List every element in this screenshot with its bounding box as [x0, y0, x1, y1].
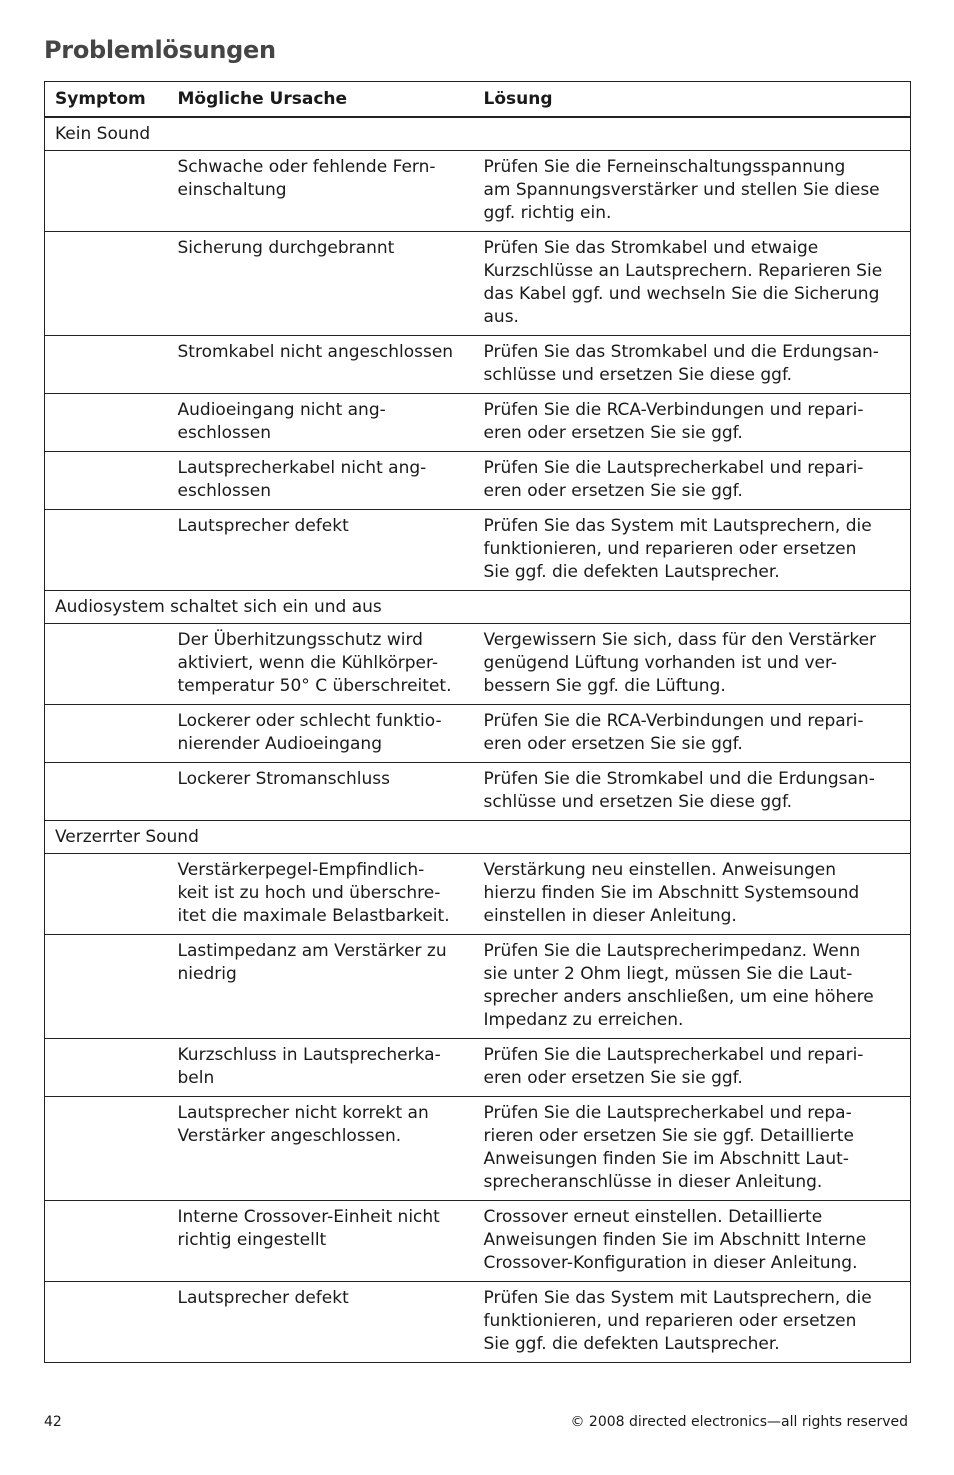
table-body	[45, 117, 911, 1363]
table-row	[45, 151, 911, 232]
solution-cell: Vergewissern Sie sich, dass für den Verstärker genügend Lüftung vorhanden ist und ver- bessern Sie ggf. die Lüftung.	[474, 624, 911, 705]
table-row	[45, 1039, 911, 1097]
table-row	[45, 232, 911, 336]
table-row	[45, 1097, 911, 1201]
empty-symptom-cell	[45, 452, 168, 510]
empty-symptom-cell	[45, 624, 168, 705]
symptom-row	[45, 821, 911, 854]
empty-symptom-cell	[45, 935, 168, 1039]
cause-cell: Lautsprecher nicht korrekt an Verstärker angeschlossen.	[168, 1097, 474, 1201]
solution-cell: Prüfen Sie die Lautsprecherkabel und repari- eren oder ersetzen Sie sie ggf.	[474, 1039, 911, 1097]
empty-symptom-cell	[45, 232, 168, 336]
table-row	[45, 452, 911, 510]
table-header-row	[45, 82, 911, 118]
solution-cell: Prüfen Sie die Stromkabel und die Erdungsan- schlüsse und ersetzen Sie diese ggf.	[474, 763, 911, 821]
cause-cell: Lautsprecher defekt	[168, 510, 474, 591]
copyright-notice: © 2008 directed electronics—all rights reserved	[570, 1414, 908, 1430]
table-row	[45, 510, 911, 591]
cause-cell: Der Überhitzungsschutz wird aktiviert, wenn die Kühlkörper- temperatur 50° C überschreitet.	[168, 624, 474, 705]
empty-symptom-cell	[45, 1097, 168, 1201]
empty-symptom-cell	[45, 1201, 168, 1282]
empty-symptom-cell	[45, 394, 168, 452]
cause-cell: Audioeingang nicht ang- eschlossen	[168, 394, 474, 452]
empty-symptom-cell	[45, 510, 168, 591]
symptom-row	[45, 591, 911, 624]
empty-symptom-cell	[45, 1039, 168, 1097]
empty-symptom-cell	[45, 854, 168, 935]
empty-symptom-cell	[45, 763, 168, 821]
solution-cell: Crossover erneut einstellen. Detaillierte Anweisungen finden Sie im Abschnitt Interne Crossover-Konfiguration in dieser Anleitung.	[474, 1201, 911, 1282]
cause-cell: Verstärkerpegel-Empfindlich- keit ist zu hoch und überschre- itet die maximale Belastbarkeit.	[168, 854, 474, 935]
solution-cell: Prüfen Sie die Lautsprecherimpedanz. Wenn sie unter 2 Ohm liegt, müssen Sie die Laut- sprecher anders anschließen, um eine höhere Impedanz zu erreichen.	[474, 935, 911, 1039]
cause-cell: Lastimpedanz am Verstärker zu niedrig	[168, 935, 474, 1039]
cause-cell: Lockerer Stromanschluss	[168, 763, 474, 821]
empty-symptom-cell	[45, 705, 168, 763]
table-row	[45, 705, 911, 763]
table-row	[45, 763, 911, 821]
symptom-row	[45, 117, 911, 151]
cause-cell: Sicherung durchgebrannt	[168, 232, 474, 336]
table-row	[45, 1201, 911, 1282]
symptom-label: Verzerrter Sound	[45, 821, 911, 854]
table-row	[45, 624, 911, 705]
empty-symptom-cell	[45, 336, 168, 394]
cause-cell: Stromkabel nicht angeschlossen	[168, 336, 474, 394]
solution-cell: Prüfen Sie das System mit Lautsprechern, die funktionieren, und reparieren oder ersetzen Sie ggf. die defekten Lautsprecher.	[474, 1282, 911, 1363]
empty-symptom-cell	[45, 151, 168, 232]
cause-cell: Schwache oder fehlende Fern- einschaltung	[168, 151, 474, 232]
header-cause: Mögliche Ursache	[168, 82, 474, 118]
table-row	[45, 394, 911, 452]
header-solution: Lösung	[474, 82, 911, 118]
table-row	[45, 336, 911, 394]
cause-cell: Interne Crossover-Einheit nicht richtig eingestellt	[168, 1201, 474, 1282]
page-number: 42	[44, 1414, 62, 1430]
solution-cell: Prüfen Sie das System mit Lautsprechern, die funktionieren, und reparieren oder ersetzen Sie ggf. die defekten Lautsprecher.	[474, 510, 911, 591]
solution-cell: Prüfen Sie das Stromkabel und die Erdungsan- schlüsse und ersetzen Sie diese ggf.	[474, 336, 911, 394]
solution-cell: Prüfen Sie die Lautsprecherkabel und repari- eren oder ersetzen Sie sie ggf.	[474, 452, 911, 510]
empty-symptom-cell	[45, 1282, 168, 1363]
solution-cell: Prüfen Sie die RCA-Verbindungen und repari- eren oder ersetzen Sie sie ggf.	[474, 705, 911, 763]
table-row	[45, 1282, 911, 1363]
cause-cell: Kurzschluss in Lautsprecherka- beln	[168, 1039, 474, 1097]
solution-cell: Prüfen Sie die Lautsprecherkabel und repa- rieren oder ersetzen Sie sie ggf. Detaillierte Anweisungen finden Sie im Abschnitt Laut- sprecheranschlüsse in dieser Anleitung.	[474, 1097, 911, 1201]
solution-cell: Prüfen Sie das Stromkabel und etwaige Kurzschlüsse an Lautsprechern. Reparieren Sie das Kabel ggf. und wechseln Sie die Sicherung aus.	[474, 232, 911, 336]
header-symptom: Symptom	[45, 82, 168, 118]
solution-cell: Verstärkung neu einstellen. Anweisungen hierzu finden Sie im Abschnitt Systemsound einstellen in dieser Anleitung.	[474, 854, 911, 935]
cause-cell: Lautsprecher defekt	[168, 1282, 474, 1363]
table-row	[45, 854, 911, 935]
symptom-label: Kein Sound	[45, 117, 911, 151]
table-row	[45, 935, 911, 1039]
troubleshooting-table	[44, 81, 911, 1363]
solution-cell: Prüfen Sie die RCA-Verbindungen und repari- eren oder ersetzen Sie sie ggf.	[474, 394, 911, 452]
cause-cell: Lautsprecherkabel nicht ang- eschlossen	[168, 452, 474, 510]
solution-cell: Prüfen Sie die Ferneinschaltungsspannung am Spannungsverstärker und stellen Sie diese ggf. richtig ein.	[474, 151, 911, 232]
symptom-label: Audiosystem schaltet sich ein und aus	[45, 591, 911, 624]
cause-cell: Lockerer oder schlecht funktio- nierender Audioeingang	[168, 705, 474, 763]
page-title: Problemlösungen	[44, 36, 276, 64]
